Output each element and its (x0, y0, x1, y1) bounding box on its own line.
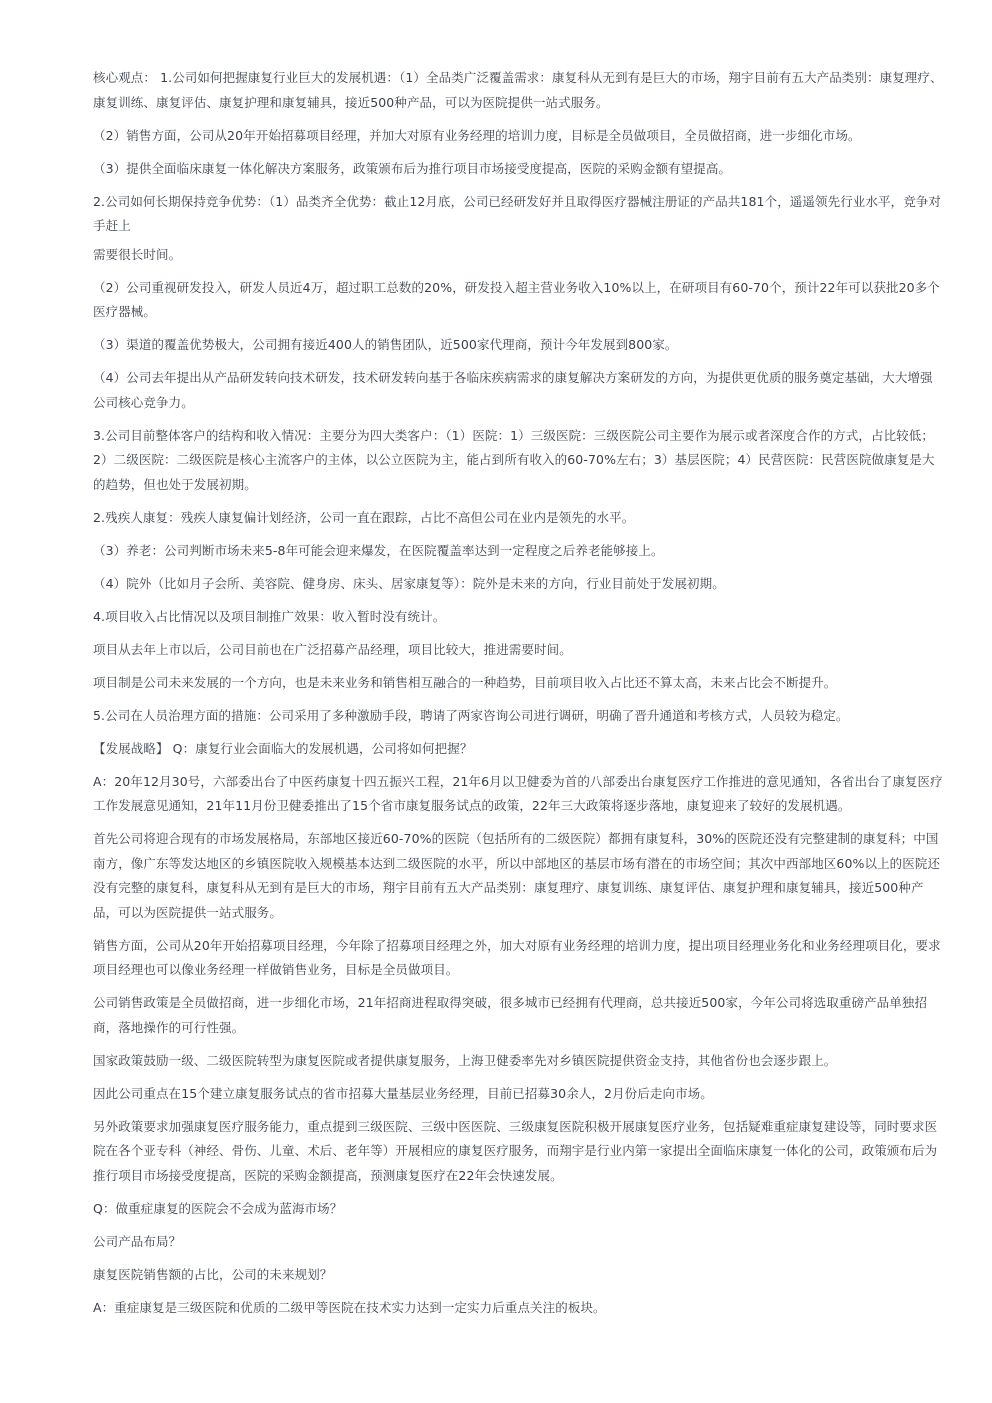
paragraph-solution-service: （3）提供全面临床康复一体化解决方案服务，政策颁布后为推行项目市场接受度提高，医院的采购金额有望提高。 (93, 160, 732, 176)
paragraph-project-direction: 项目制是公司未来发展的一个方向，也是未来业务和销售相互融合的一种趋势，目前项目收入占比还不算太高，未来占比会不断提升。 (93, 674, 837, 690)
paragraph-question-product-layout: 公司产品布局？ (93, 1233, 182, 1249)
paragraph-customer-structure: 3.公司目前整体客户的结构和收入情况：主要分为四大类客户：（1）医院：1）三级医院：三级医院公司主要作为展示或者深度合作的方式，占比较低；2）二级医院：二级医院是核心主流客户的主体，以公立医院为主，能占到所有收入的60-70%左右；3）基层医院；4）民营医院：民营医院做康复是大的趋势，但也处于发展初期。 (93, 427, 935, 492)
paragraph-sales-strategy: 销售方面，公司从20年开始招募项目经理，今年除了招募项目经理之外，加大对原有业务经理的培训力度，提出项目经理业务化和业务经理项目化，要求项目经理也可以像业务经理一样做销售业务，目标是全员做项目。 (93, 937, 941, 977)
paragraph-out-of-hospital: （4）院外（比如月子会所、美容院、健身房、床头、居家康复等）：院外是未来的方向，行业目前处于发展初期。 (93, 575, 725, 591)
paragraph-sales: （2）销售方面，公司从20年开始招募项目经理，并加大对原有业务经理的培训力度，目标是全员做项目，全员做招商，进一步细化市场。 (93, 127, 861, 143)
paragraph-competitive-advantage: 2.公司如何长期保持竞争优势：（1）品类齐全优势：截止12月底，公司已经研发好并且取得医疗器械注册证的产品共181个，遥遥领先行业水平，竞争对手赶上 (93, 193, 941, 233)
paragraph-disabled-rehab: 2.残疾人康复：残疾人康复偏计划经济，公司一直在跟踪，占比不高但公司在业内是领先的水平。 (93, 509, 635, 525)
paragraph-core-views: 核心观点： 1.公司如何把握康复行业巨大的发展机遇：（1）全品类广泛覆盖需求：康复科从无到有是巨大的市场，翔宇目前有五大产品类别：康复理疗、康复训练、康复评估、康复护理和康复辅具，接近500种产品，可以为医院提供一站式服务。 (93, 70, 943, 110)
document-body (93, 66, 943, 1329)
paragraph-personnel: 5.公司在人员治理方面的措施：公司采用了多种激励手段，聘请了两家咨询公司进行调研，明确了晋升通道和考核方式，人员较为稳定。 (93, 707, 849, 723)
paragraph-channel-advantage: （3）渠道的覆盖优势极大，公司拥有接近400人的销售团队，近500家代理商，预计今年发展到800家。 (93, 337, 678, 352)
paragraph-market-layout: 首先公司将迎合现有的市场发展格局，东部地区接近60-70%的医院（包括所有的二级医院）都拥有康复科，30%的医院还没有完整建制的康复科；中国南方，像广东等发达地区的乡镇医院收入规模基本达到二级医院的水平，所以中部地区的基层市场有潜在的市场空间；其次中西部地区60%以上的医院还没有完整的康复科，康复科从无到有是巨大的市场，翔宇目前有五大产品类别：康复理疗、康复训练、康复评估、康复护理和康复辅具，接近500种产品，可以为医院提供一站式服务。 (93, 831, 941, 920)
paragraph-competitive-advantage-cont: 需要很长时间。 (93, 246, 182, 262)
paragraph-project-progress: 项目从去年上市以后，公司目前也在广泛招募产品经理，项目比较大，推进需要时间。 (93, 641, 572, 657)
paragraph-rd-investment: （2）公司重视研发投入，研发人员近4万，超过职工总数的20%，研发投入超主营业务收入10%以上，在研项目有60-70个，预计22年可以获批20多个医疗器械。 (93, 279, 940, 319)
paragraph-question-sales-share: 康复医院销售额的占比，公司的未来规划？ (93, 1266, 333, 1282)
paragraph-elderly-care: （3）养老：公司判断市场未来5-8年可能会迎来爆发，在医院覆盖率达到一定程度之后养老能够接上。 (93, 542, 664, 558)
paragraph-strategy-question: 【发展战略】 Q：康复行业会面临大的发展机遇，公司将如何把握？ (93, 740, 473, 756)
paragraph-national-policy: 国家政策鼓励一级、二级医院转型为康复医院或者提供康复服务，上海卫健委率先对乡镇医院提供资金支持，其他省份也会逐步跟上。 (93, 1052, 837, 1068)
paragraph-tech-rd: （4）公司去年提出从产品研发转向技术研发，技术研发转向基于各临床疾病需求的康复解决方案研发的方向，为提供更优质的服务奠定基础，大大增强公司核心竞争力。 (93, 370, 933, 410)
paragraph-question-icu-rehab: Q：做重症康复的医院会不会成为蓝海市场？ (93, 1200, 343, 1216)
paragraph-policy-requirements: 另外政策要求加强康复医疗服务能力，重点提到三级医院、三级中医医院、三级康复医院积极开展康复医疗业务，包括疑难重症康复建设等，同时要求医院在各个亚专科（神经、骨伤、儿童、术后、老年等）开展相应的康复医疗服务，而翔宇是行业内第一家提出全面临床康复一体化的公司，政策颁布后为推行项目市场接受度提高，医院的采购金额提高，预测康复医疗在22年会快速发展。 (93, 1118, 938, 1183)
paragraph-pilot-recruitment: 因此公司重点在15个建立康复服务试点的省市招募大量基层业务经理，目前已招募30余人，2月份后走向市场。 (93, 1085, 713, 1101)
paragraph-policy-answer: A：20年12月30号，六部委出台了中医药康复十四五振兴工程，21年6月以卫健委为首的八部委出台康复医疗工作推进的意见通知，各省出台了康复医疗工作发展意见通知，21年11月份卫健委推出了15个省市康复服务试点的政策，22年三大政策将逐步落地，康复迎来了较好的发展机遇。 (93, 773, 943, 813)
paragraph-answer-icu-rehab: A：重症康复是三级医院和优质的二级甲等医院在技术实力达到一定实力后重点关注的板块。 (93, 1299, 606, 1315)
paragraph-sales-policy: 公司销售政策是全员做招商，进一步细化市场，21年招商进程取得突破，很多城市已经拥有代理商，总共接近500家，今年公司将选取重磅产品单独招商，落地操作的可行性强。 (93, 995, 928, 1035)
paragraph-project-revenue: 4.项目收入占比情况以及项目制推广效果：收入暂时没有统计。 (93, 608, 446, 624)
